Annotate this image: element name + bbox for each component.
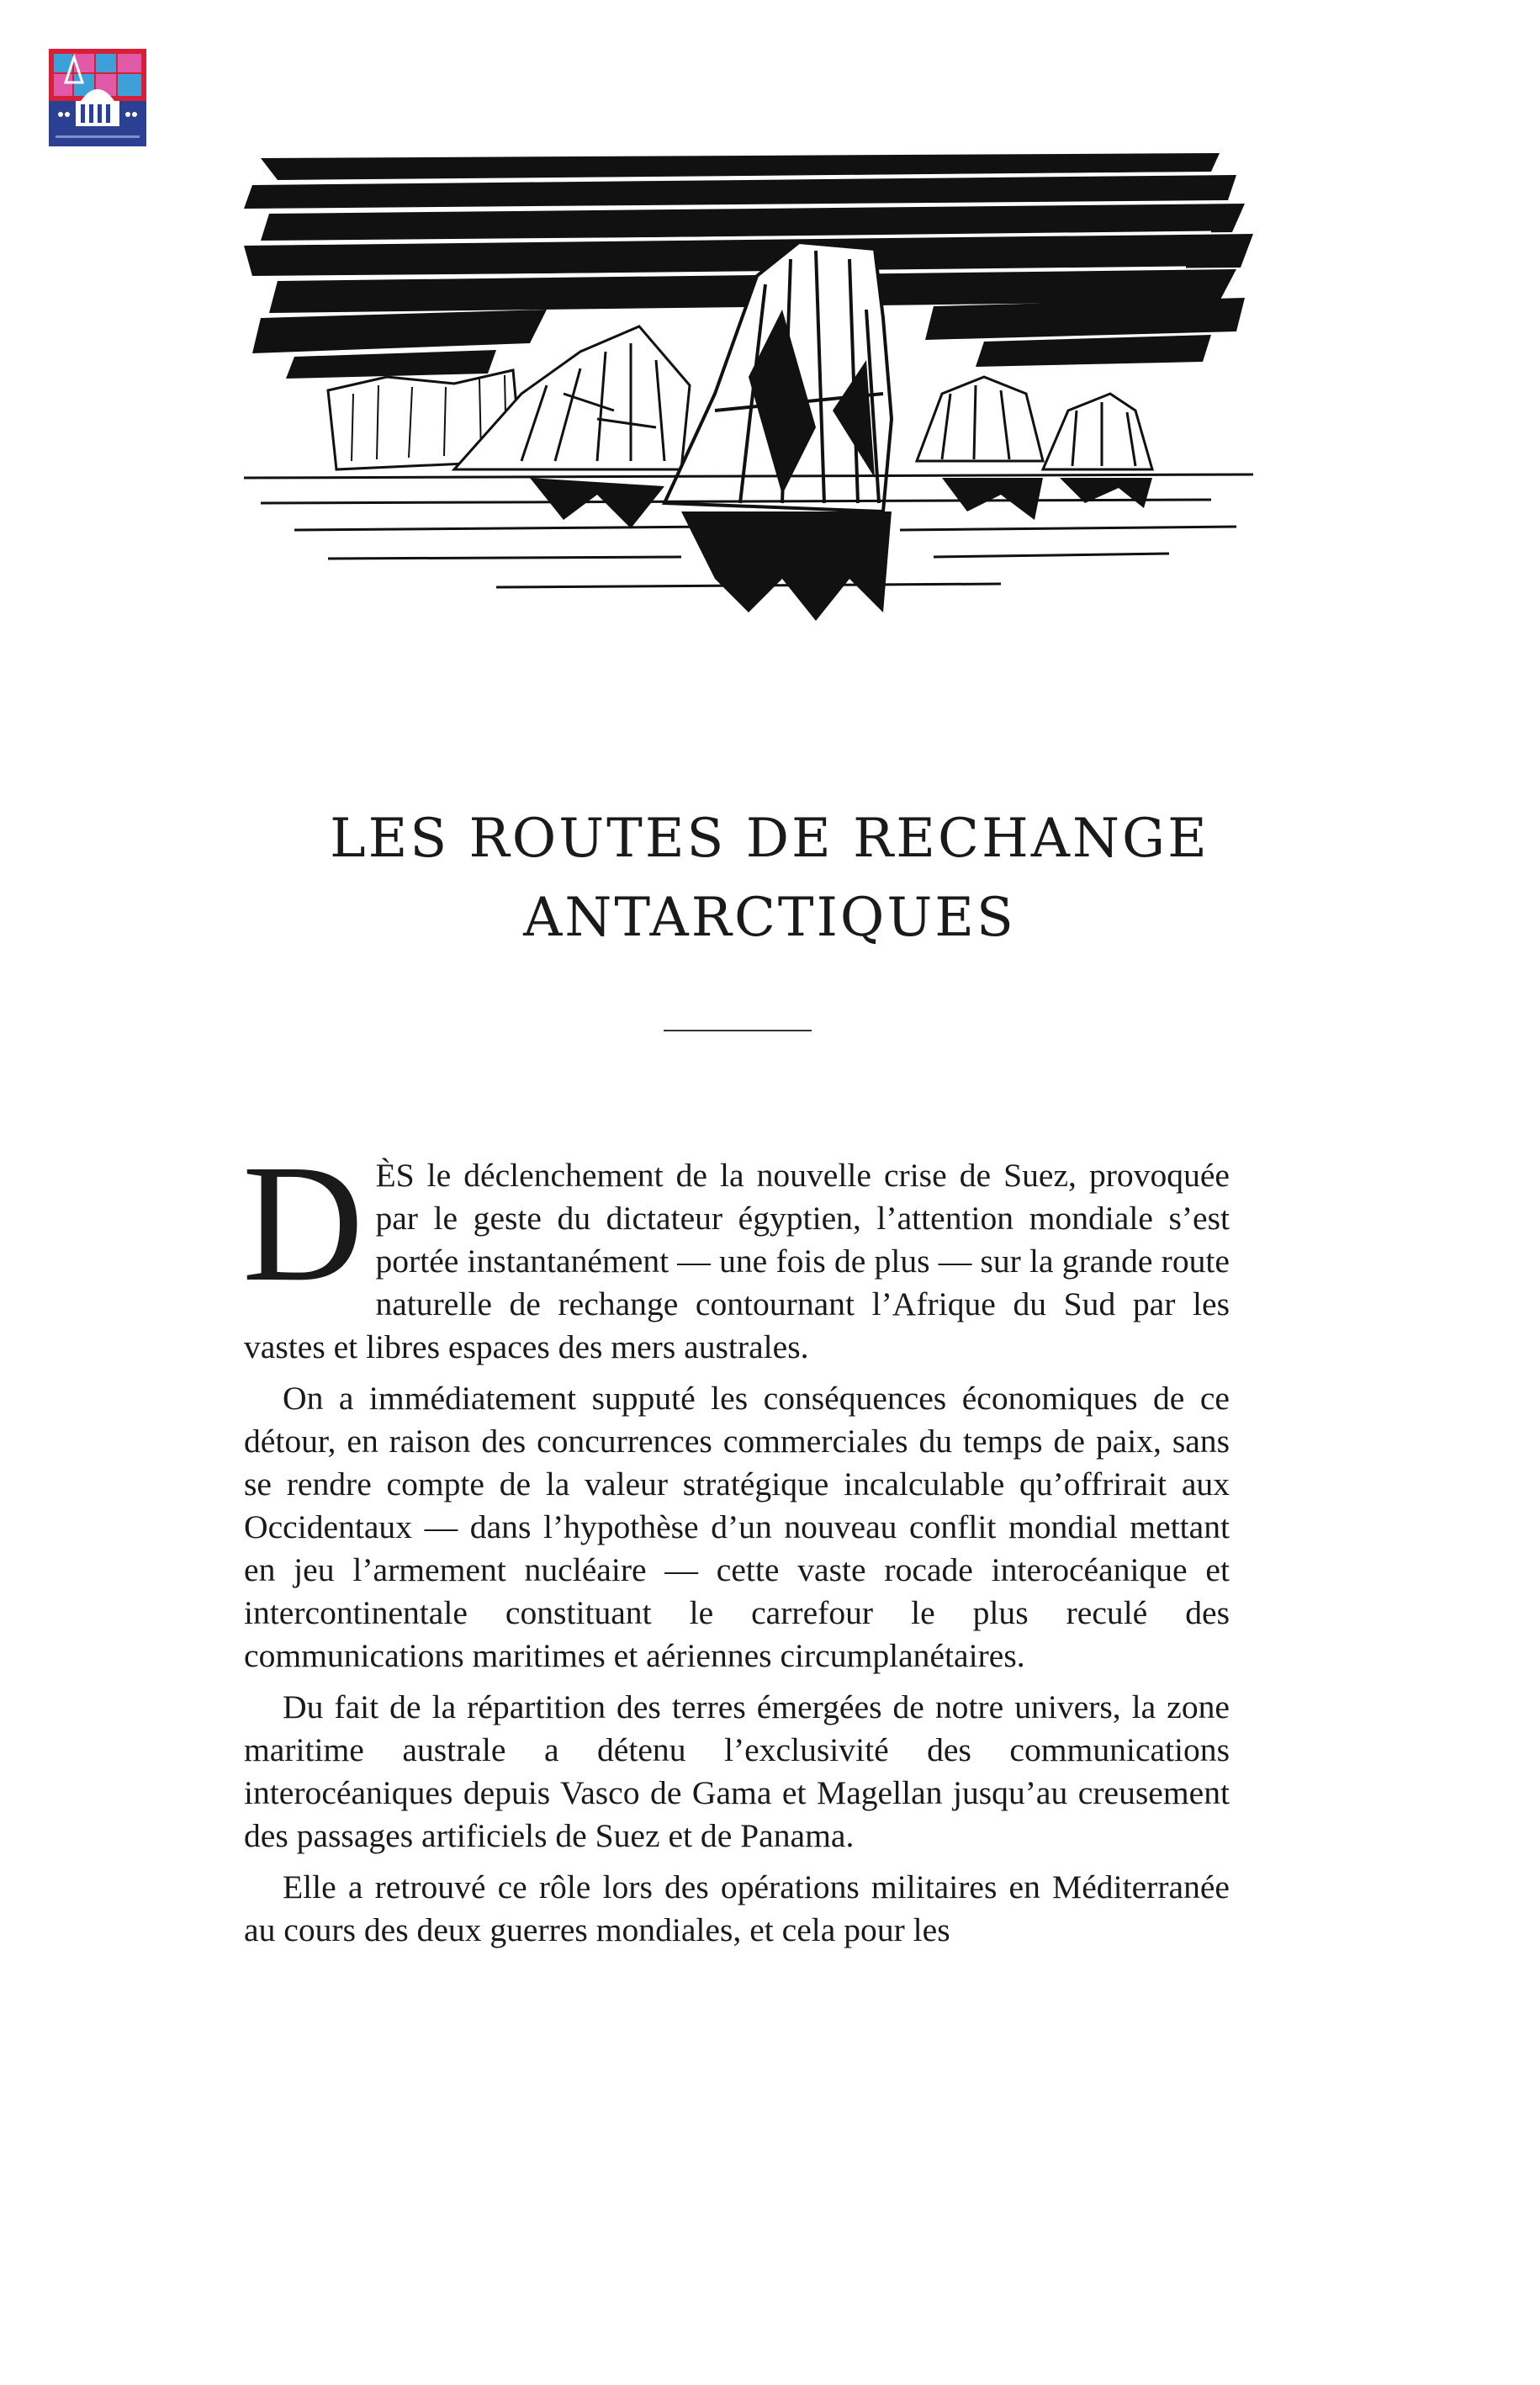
paragraph-2: On a immédiatement supputé les conséquences économiques de ce détour, en raison des concurrences commerciales du temps de paix, sans se rendre compte de la valeur stratégique incalculable qu’offrirait aux Occidentaux — dans l’hypothèse d’un nouveau conflit mondial mettant en jeu l’armement nucléaire — cette vaste rocade interocéanique et intercontinentale constituant le carrefour le plus reculé des communications maritimes et aériennes circumplanétaires. — [244, 1380, 1230, 1674]
title-divider — [664, 1030, 812, 1031]
chapter-title-line-2: ANTARCTIQUES — [523, 887, 1016, 949]
body-text — [242, 1131, 1230, 1960]
icebergs-illustration — [244, 141, 1253, 629]
drop-cap: D — [242, 1131, 364, 1317]
paragraph-4: Elle a retrouvé ce rôle lors des opérations militaires en Méditerranée au cours des deux guerres mondiales, et cela pour les — [244, 1868, 1230, 1948]
paragraph-3: Du fait de la répartition des terres émergées de notre univers, la zone maritime australe a détenu l’exclusivité des communications interocéaniques depuis Vasco de Gama et Magellan jusqu’au creusement des passages artificiels de Suez et de Panama. — [244, 1688, 1230, 1854]
paragraph-1-text: ÈS le déclenchement de la nouvelle crise de Suez, provoquée par le geste du dictateur égyptien, l’attention mondiale s’est portée instantanément — une fois de plus — sur la grande route naturelle de rechange contournant l’Afrique du Sud par les vastes et libres espaces des mers australes. — [244, 1157, 1230, 1365]
chapter-title-line-1: LES ROUTES DE RECHANGE — [330, 808, 1209, 870]
library-logo — [49, 49, 146, 146]
chapter-title — [181, 799, 1358, 957]
library-building-icon — [49, 49, 146, 146]
paragraph-1 — [242, 1131, 1230, 1369]
icebergs-illustration-art — [244, 141, 1253, 629]
